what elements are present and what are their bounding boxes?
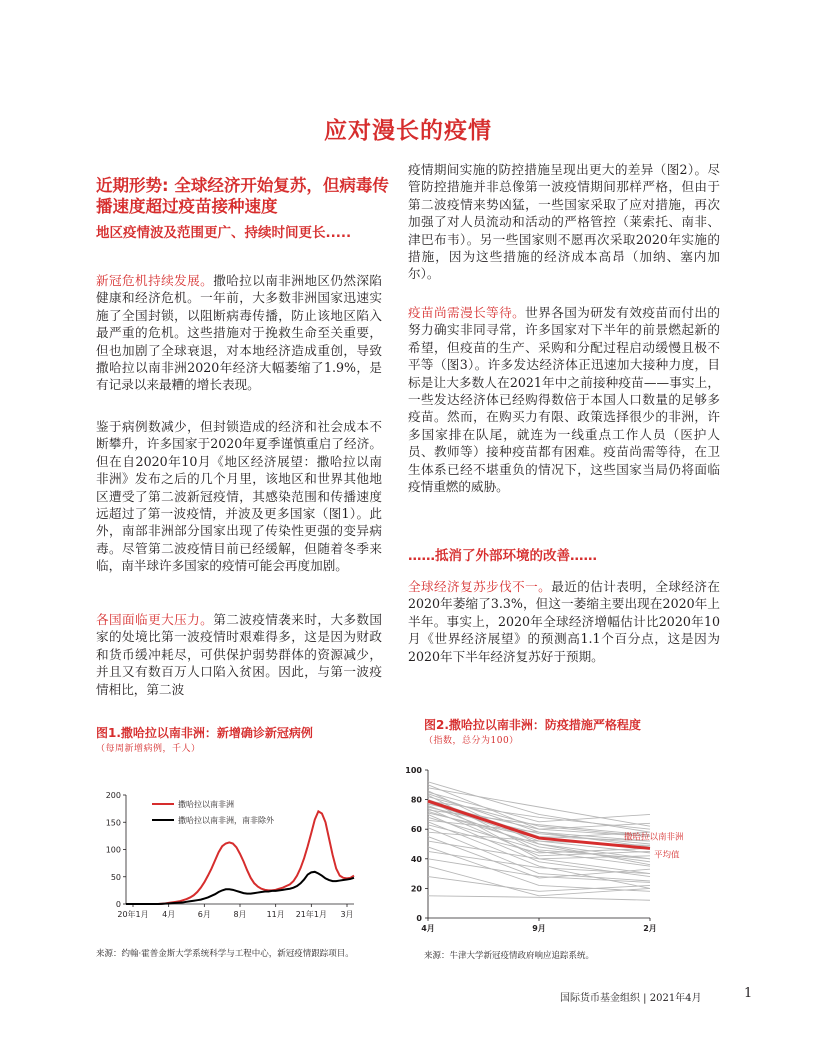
paragraph-lead: 疫苗尚需漫长等待。 [408,305,526,320]
footer-org: 国际货币基金组织 | 2021年4月 [560,993,702,1004]
average-label: 平均值 [654,850,680,861]
paragraph-global-recovery [408,578,720,665]
y-tick-label: 80 [410,795,422,805]
paragraph-lead: 新冠危机持续发展。 [96,273,214,288]
paragraph-covid-crisis [96,272,382,394]
x-tick-label: 3月 [340,910,354,919]
x-tick-label: 20年1月 [117,910,149,919]
x-tick-label: 4月 [421,924,435,933]
x-tick-label: 8月 [233,910,247,919]
figure1-source: 来源：约翰·霍普金斯大学系统科学与工程中心，新冠疫情跟踪项目。 [96,949,354,959]
figure2-source: 来源：牛津大学新冠疫情政府响应追踪系统。 [424,951,595,961]
figure2-subtitle: （指数，总分为100） [424,736,519,746]
legend-label: 撒哈拉以南非洲 [178,800,234,809]
paragraph-lead: 各国面临更大压力。 [96,612,214,627]
x-tick-label: 11月 [266,910,285,919]
x-tick-label: 21年1月 [295,910,327,919]
page-number: 1 [744,986,753,1001]
paragraph-body: 第二波疫情袭来时，大多数国家的处境比第一波疫情时艰难得多，这是因为财政和货币缓冲耗尽，可供保护弱势群体的资源减少，并且又有数百万人口陷入贫困。因此，与第一波疫情相比，第二波 [96,612,383,697]
paragraph-body: 最近的估计表明，全球经济在2020年萎缩了3.3%，但这一萎缩主要出现在2020年上半年。事实上，2020年全球经济增幅估计比2020年10月《世界经济展望》的预测高1.1个百分点，这是因为2020年下半年经济复苏好于预期。 [408,579,721,664]
figure1-subtitle: （每周新增病例，千人） [96,744,201,754]
y-tick-label: 0 [416,914,422,923]
paragraph-body: 疫情期间实施的防控措施呈现出更大的差异（图2）。尽管防控措施并非总像第一波疫情期间那样严格，但由于第二波疫情来势凶猛，一些国家采取了应对措施，再次加强了对人员流动和活动的严格管控（莱索托、南非、津巴布韦）。另一些国家则不愿再次采取2020年实施的措施，因为这些措施的经济成本高昂（加纳、塞内加尔）。 [408,162,720,282]
y-tick-label: 0 [115,900,121,909]
section-heading: 近期形势: 全球经济开始复苏，但病毒传播速度超过疫苗接种速度 [96,176,389,216]
x-tick-label: 6月 [197,910,211,919]
y-tick-label: 50 [110,872,121,882]
y-tick-label: 100 [405,766,422,775]
y-tick-label: 40 [410,854,422,864]
paragraph-vaccine [408,304,720,495]
x-tick-label: 9月 [532,924,546,933]
series-line [126,811,354,904]
x-tick-label: 2月 [643,924,657,933]
paragraph-lead: 全球经济复苏步伐不一。 [408,579,552,594]
legend-label: 撒哈拉以南非洲，南非除外 [178,816,274,825]
y-tick-label: 200 [105,791,121,800]
paragraph-body: 撒哈拉以南非洲地区仍然深陷健康和经济危机。一年前，大多数非洲国家迅速实施了全国封锁，以阻断病毒传播，防止该地区陷入最严重的危机。这些措施对于挽救生命至关重要，但也加剧了全球衰退，对本地经济造成重创，导致撒哈拉以南非洲2020年经济大幅萎缩了1.9%，是有记录以来最糟的增长表现。 [96,273,383,393]
paragraph-body: 世界各国为研发有效疫苗而付出的努力确实非同寻常，许多国家对下半年的前景燃起新的希望，但疫苗的生产、采购和分配过程启动缓慢且极不平等（图3）。许多发达经济体正迅速加大接种力度，目标是让大多数人在2021年中之前接种疫苗——事实上，一些发达经济体已经购得数倍于本国人口数量的足够多疫苗。然而，在购买力有限、政策选择很少的非洲，许多国家排在队尾，就连为一线重点工作人员（医护人员、教师等）接种疫苗都有困难。疫苗尚需等待，在卫生体系已经不堪重负的情况下，这些国家当局仍将面临疫情重燃的威胁。 [408,305,721,495]
y-tick-label: 20 [410,884,422,894]
series-line [126,872,354,904]
average-label: 撒哈拉以南非洲 [624,832,684,843]
y-tick-label: 60 [410,825,422,835]
paragraph-body: 鉴于病例数减少，但封锁造成的经济和社会成本不断攀升，许多国家于2020年夏季谨慎重启了经济。但在自2020年10月《地区经济展望：撒哈拉以南非洲》发布之后的几个月里，该地区和世界其他地区遭受了第二波新冠疫情，其感染范围和传播速度远超过了第一波疫情，并波及更多国家（图1）。此外，南部非洲部分国家出现了传染性更强的变异病毒。尽管第二波疫情目前已经缓解，但随着冬季来临，南半球许多国家的疫情可能会再度加剧。 [96,419,382,574]
section-subheading: 地区疫情波及范围更广、持续时间更长..... [96,225,352,241]
figure1-title: 图1.撒哈拉以南非洲：新增确诊新冠病例 [96,726,313,740]
section-subheading-external: ……抵消了外部环境的改善…… [408,548,597,564]
paragraph-pressure [96,611,382,698]
page-title: 应对漫长的疫情 [324,118,492,144]
figure1-chart [96,770,386,930]
paragraph-measures [408,161,720,283]
country-line [428,896,650,900]
paragraph-second-wave [96,418,382,575]
y-tick-label: 150 [105,818,121,828]
x-tick-label: 4月 [162,910,176,919]
y-tick-label: 100 [105,845,121,855]
figure2-title: 图2.撒哈拉以南非洲：防疫措施严格程度 [424,718,641,732]
figure2-chart [400,760,720,940]
